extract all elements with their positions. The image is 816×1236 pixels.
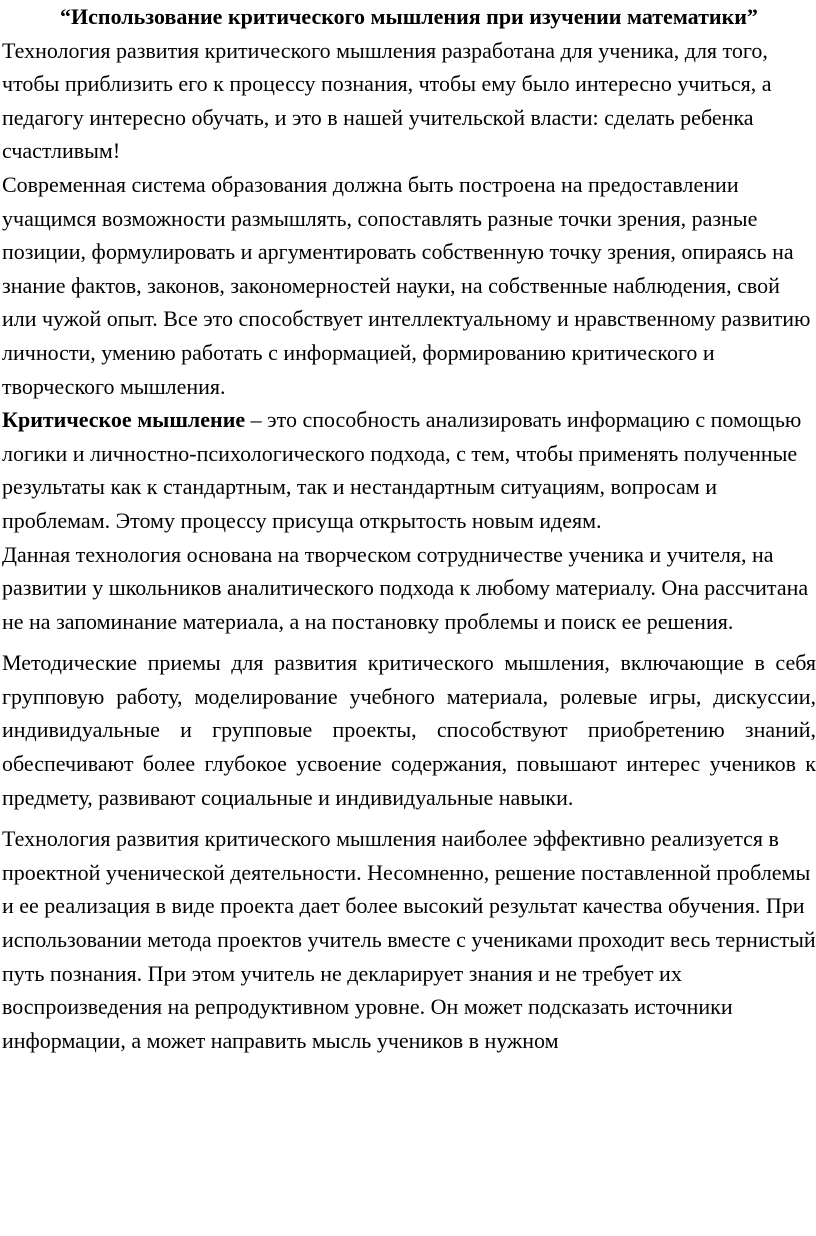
term-critical-thinking: Критическое мышление [2, 407, 246, 433]
paragraph-technology-basis: Данная технология основана на творческом сотрудничестве ученика и учителя, на развитии у школьников аналитического подхода к любому материалу. Она рассчитана не на запоминание материала, а на постановку проблемы и поиск ее решения. [2, 541, 809, 634]
definition-text: – это способность анализировать информацию с помощью логики и личностно-психологического подхода, с тем, чтобы применять полученные результаты как к стандартным, так и нестандартным ситуациям, вопросам и проблемам. Этому процессу присуща открытость новым идеям. [2, 407, 802, 533]
document-title: “Использование критического мышления при изучении математики” [60, 4, 758, 29]
paragraph-methodical-techniques: Методические приемы для развития критического мышления, включающие в себя групповую работу, моделирование учебного материала, ролевые игры, дискуссии, индивидуальные и групповые проекты, способствуют приобретению знаний, обеспечивают более глубокое усвоение содержания, повышают интерес учеников к предмету, развивают социальные и индивидуальные навыки. [2, 650, 816, 810]
paragraph-critical-thinking-definition [2, 403, 816, 537]
paragraph-project-activity: Технология развития критического мышления наиболее эффективно реализуется в проектной ученической деятельности. Несомненно, решение поставленной проблемы и ее реализация в виде проекта дает более высокий результат качества обучения. При использовании метода проектов учитель вместе с учениками проходит весь тернистый путь познания. При этом учитель не декларирует знания и не требует их воспроизведения на репродуктивном уровне. Он может подсказать источники информации, а может направить мысль учеников в нужном [2, 826, 816, 1053]
paragraph-intro: Технология развития критического мышления разработана для ученика, для того, чтобы приблизить его к процессу познания, чтобы ему было интересно учиться, а педагогу интересно обучать, и это в нашей учительской власти: сделать ребенка счастливым! [2, 37, 772, 164]
paragraph-modern-education: Современная система образования должна быть построена на предоставлении учащимся возможности размышлять, сопоставлять разные точки зрения, разные позиции, формулировать и аргументировать собственную точку зрения, опираясь на знание фактов, законов, закономерностей науки, на собственные наблюдения, свой или чужой опыт. Все это способствует интеллектуальному и нравственному развитию личности, умению работать с информацией, формированию критического и творческого мышления. [2, 171, 811, 399]
